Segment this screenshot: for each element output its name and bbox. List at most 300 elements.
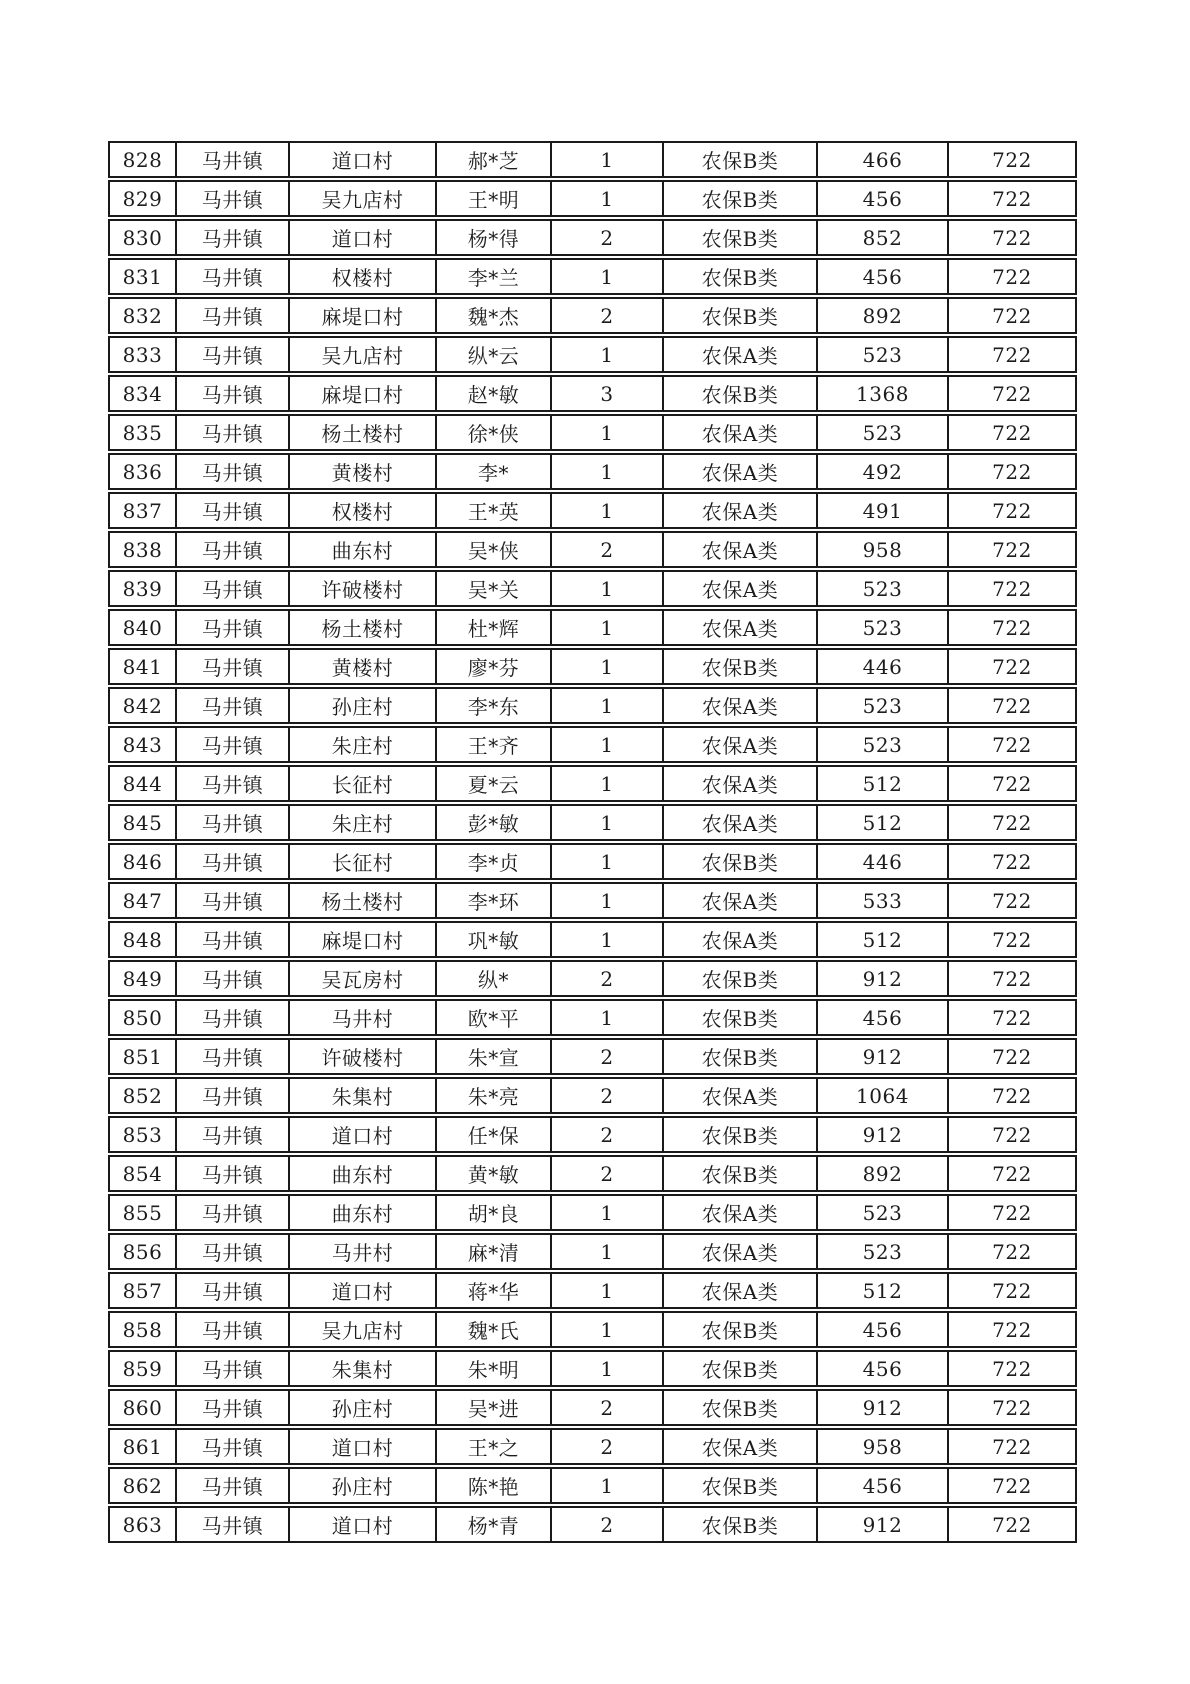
- cell-category: 农保A类: [664, 923, 818, 956]
- cell-index: 855: [110, 1196, 177, 1229]
- cell-amount: 446: [818, 650, 949, 683]
- cell-name: 杨*青: [437, 1508, 552, 1541]
- cell-fixed: 722: [992, 1395, 1032, 1420]
- cell-fixed: 722: [992, 576, 1032, 601]
- cell-fixed: 722: [992, 888, 1032, 913]
- table-row: [108, 882, 1077, 919]
- cell-category: 农保B类: [664, 1157, 818, 1190]
- cell-name: 李*: [437, 455, 552, 488]
- cell-index: 843: [110, 728, 177, 761]
- cell-town: 马井镇: [177, 689, 290, 722]
- cell-village: 黄楼村: [290, 650, 437, 683]
- cell-amount: 466: [818, 143, 949, 176]
- benefit-table: [108, 141, 1077, 1545]
- cell-count: 1: [552, 728, 664, 761]
- table-row: [108, 1116, 1077, 1153]
- cell-amount: 512: [818, 1274, 949, 1307]
- cell-amount: 456: [818, 1352, 949, 1385]
- cell-village: 杨土楼村: [290, 884, 437, 917]
- cell-fixed: 722: [992, 498, 1032, 523]
- cell-village: 麻堤口村: [290, 299, 437, 332]
- cell-index: 847: [110, 884, 177, 917]
- cell-category: 农保B类: [664, 1118, 818, 1151]
- cell-category: 农保B类: [664, 962, 818, 995]
- cell-town: 马井镇: [177, 1391, 290, 1424]
- cell-name: 王*英: [437, 494, 552, 527]
- cell-village: 吴九店村: [290, 338, 437, 371]
- cell-name: 李*东: [437, 689, 552, 722]
- table-row: [108, 258, 1077, 295]
- cell-village: 曲东村: [290, 1196, 437, 1229]
- cell-name: 胡*良: [437, 1196, 552, 1229]
- table-row: [108, 375, 1077, 412]
- cell-name: 王*明: [437, 182, 552, 215]
- cell-village: 道口村: [290, 1430, 437, 1463]
- cell-name: 郝*芝: [437, 143, 552, 176]
- cell-fixed: 722: [992, 420, 1032, 445]
- cell-name: 朱*明: [437, 1352, 552, 1385]
- table-row: [108, 570, 1077, 607]
- cell-name: 陈*艳: [437, 1469, 552, 1502]
- table-row: [108, 843, 1077, 880]
- cell-town: 马井镇: [177, 1352, 290, 1385]
- cell-village: 孙庄村: [290, 1469, 437, 1502]
- cell-category: 农保A类: [664, 728, 818, 761]
- table-row: [108, 492, 1077, 529]
- cell-fixed: 722: [992, 225, 1032, 250]
- cell-index: 828: [110, 143, 177, 176]
- table-row: [108, 687, 1077, 724]
- cell-category: 农保B类: [664, 377, 818, 410]
- cell-category: 农保A类: [664, 767, 818, 800]
- cell-amount: 456: [818, 1313, 949, 1346]
- table-row: [108, 1077, 1077, 1114]
- cell-category: 农保B类: [664, 1352, 818, 1385]
- cell-count: 1: [552, 845, 664, 878]
- cell-name: 廖*芬: [437, 650, 552, 683]
- cell-amount: 491: [818, 494, 949, 527]
- cell-amount: 892: [818, 299, 949, 332]
- cell-index: 851: [110, 1040, 177, 1073]
- cell-village: 权楼村: [290, 260, 437, 293]
- cell-index: 834: [110, 377, 177, 410]
- cell-index: 854: [110, 1157, 177, 1190]
- cell-amount: 512: [818, 806, 949, 839]
- cell-index: 846: [110, 845, 177, 878]
- cell-amount: 456: [818, 1469, 949, 1502]
- cell-name: 朱*亮: [437, 1079, 552, 1112]
- cell-count: 1: [552, 182, 664, 215]
- cell-count: 2: [552, 1430, 664, 1463]
- table-row: [108, 609, 1077, 646]
- cell-index: 831: [110, 260, 177, 293]
- cell-fixed: 722: [992, 303, 1032, 328]
- cell-village: 道口村: [290, 1274, 437, 1307]
- cell-amount: 958: [818, 1430, 949, 1463]
- cell-count: 2: [552, 1040, 664, 1073]
- cell-name: 蒋*华: [437, 1274, 552, 1307]
- cell-village: 麻堤口村: [290, 377, 437, 410]
- cell-town: 马井镇: [177, 1508, 290, 1541]
- cell-count: 2: [552, 299, 664, 332]
- cell-name: 吴*关: [437, 572, 552, 605]
- table-row: [108, 414, 1077, 451]
- cell-count: 1: [552, 1235, 664, 1268]
- cell-fixed: 722: [992, 966, 1032, 991]
- cell-count: 2: [552, 1508, 664, 1541]
- cell-name: 夏*云: [437, 767, 552, 800]
- cell-town: 马井镇: [177, 1313, 290, 1346]
- cell-index: 830: [110, 221, 177, 254]
- cell-name: 任*保: [437, 1118, 552, 1151]
- cell-town: 马井镇: [177, 1196, 290, 1229]
- cell-town: 马井镇: [177, 806, 290, 839]
- cell-amount: 1064: [818, 1079, 949, 1112]
- cell-name: 朱*宣: [437, 1040, 552, 1073]
- cell-amount: 523: [818, 338, 949, 371]
- cell-index: 858: [110, 1313, 177, 1346]
- cell-index: 850: [110, 1001, 177, 1034]
- cell-village: 朱庄村: [290, 806, 437, 839]
- table-row: [108, 1467, 1077, 1504]
- cell-category: 农保A类: [664, 1079, 818, 1112]
- cell-category: 农保B类: [664, 299, 818, 332]
- cell-count: 1: [552, 923, 664, 956]
- cell-fixed: 722: [992, 771, 1032, 796]
- cell-category: 农保A类: [664, 1274, 818, 1307]
- cell-amount: 523: [818, 728, 949, 761]
- cell-village: 道口村: [290, 1118, 437, 1151]
- cell-village: 吴瓦房村: [290, 962, 437, 995]
- cell-fixed: 722: [992, 1200, 1032, 1225]
- cell-town: 马井镇: [177, 416, 290, 449]
- table-row: [108, 1350, 1077, 1387]
- table-row: [108, 1038, 1077, 1075]
- cell-category: 农保A类: [664, 1196, 818, 1229]
- cell-index: 838: [110, 533, 177, 566]
- cell-count: 1: [552, 416, 664, 449]
- cell-village: 长征村: [290, 767, 437, 800]
- cell-count: 2: [552, 221, 664, 254]
- cell-index: 848: [110, 923, 177, 956]
- table-row: [108, 1272, 1077, 1309]
- cell-town: 马井镇: [177, 1079, 290, 1112]
- cell-fixed: 722: [992, 1434, 1032, 1459]
- cell-category: 农保A类: [664, 416, 818, 449]
- cell-count: 2: [552, 1157, 664, 1190]
- cell-village: 曲东村: [290, 533, 437, 566]
- cell-index: 863: [110, 1508, 177, 1541]
- cell-fixed: 722: [992, 1005, 1032, 1030]
- cell-category: 农保B类: [664, 260, 818, 293]
- cell-fixed: 722: [992, 1083, 1032, 1108]
- cell-village: 麻堤口村: [290, 923, 437, 956]
- cell-index: 849: [110, 962, 177, 995]
- cell-category: 农保B类: [664, 1040, 818, 1073]
- cell-village: 朱集村: [290, 1352, 437, 1385]
- cell-count: 1: [552, 806, 664, 839]
- cell-town: 马井镇: [177, 923, 290, 956]
- cell-count: 1: [552, 1001, 664, 1034]
- cell-category: 农保B类: [664, 845, 818, 878]
- table-row: [108, 804, 1077, 841]
- cell-village: 吴九店村: [290, 182, 437, 215]
- cell-index: 860: [110, 1391, 177, 1424]
- cell-index: 856: [110, 1235, 177, 1268]
- cell-name: 麻*清: [437, 1235, 552, 1268]
- cell-name: 欧*平: [437, 1001, 552, 1034]
- cell-fixed: 722: [992, 459, 1032, 484]
- cell-village: 曲东村: [290, 1157, 437, 1190]
- cell-index: 833: [110, 338, 177, 371]
- cell-category: 农保A类: [664, 533, 818, 566]
- cell-village: 道口村: [290, 1508, 437, 1541]
- cell-name: 魏*杰: [437, 299, 552, 332]
- cell-amount: 912: [818, 1391, 949, 1424]
- table-row: [108, 1428, 1077, 1465]
- cell-index: 862: [110, 1469, 177, 1502]
- cell-village: 朱庄村: [290, 728, 437, 761]
- cell-category: 农保B类: [664, 221, 818, 254]
- cell-category: 农保A类: [664, 455, 818, 488]
- cell-fixed: 722: [992, 1356, 1032, 1381]
- cell-category: 农保B类: [664, 143, 818, 176]
- table-row: [108, 765, 1077, 802]
- cell-index: 859: [110, 1352, 177, 1385]
- cell-town: 马井镇: [177, 572, 290, 605]
- cell-index: 861: [110, 1430, 177, 1463]
- cell-category: 农保A类: [664, 338, 818, 371]
- cell-amount: 456: [818, 260, 949, 293]
- cell-amount: 533: [818, 884, 949, 917]
- table-row: [108, 1233, 1077, 1270]
- table-row: [108, 999, 1077, 1036]
- cell-count: 1: [552, 455, 664, 488]
- cell-count: 1: [552, 689, 664, 722]
- cell-index: 835: [110, 416, 177, 449]
- cell-village: 朱集村: [290, 1079, 437, 1112]
- cell-category: 农保A类: [664, 494, 818, 527]
- cell-town: 马井镇: [177, 1157, 290, 1190]
- cell-town: 马井镇: [177, 1001, 290, 1034]
- cell-name: 黄*敏: [437, 1157, 552, 1190]
- cell-name: 杜*辉: [437, 611, 552, 644]
- cell-amount: 958: [818, 533, 949, 566]
- cell-amount: 512: [818, 923, 949, 956]
- cell-village: 许破楼村: [290, 1040, 437, 1073]
- cell-count: 1: [552, 572, 664, 605]
- cell-town: 马井镇: [177, 1430, 290, 1463]
- cell-index: 844: [110, 767, 177, 800]
- cell-amount: 492: [818, 455, 949, 488]
- cell-name: 王*之: [437, 1430, 552, 1463]
- cell-name: 彭*敏: [437, 806, 552, 839]
- cell-town: 马井镇: [177, 1469, 290, 1502]
- cell-town: 马井镇: [177, 299, 290, 332]
- cell-category: 农保B类: [664, 1313, 818, 1346]
- cell-name: 魏*氏: [437, 1313, 552, 1346]
- table-row: [108, 531, 1077, 568]
- cell-count: 1: [552, 1313, 664, 1346]
- cell-fixed: 722: [992, 1161, 1032, 1186]
- cell-count: 1: [552, 494, 664, 527]
- cell-category: 农保B类: [664, 182, 818, 215]
- table-row: [108, 960, 1077, 997]
- cell-category: 农保A类: [664, 572, 818, 605]
- cell-name: 李*兰: [437, 260, 552, 293]
- cell-village: 孙庄村: [290, 1391, 437, 1424]
- cell-town: 马井镇: [177, 260, 290, 293]
- cell-count: 1: [552, 650, 664, 683]
- cell-village: 黄楼村: [290, 455, 437, 488]
- cell-town: 马井镇: [177, 1118, 290, 1151]
- cell-town: 马井镇: [177, 377, 290, 410]
- cell-amount: 523: [818, 1235, 949, 1268]
- cell-town: 马井镇: [177, 1274, 290, 1307]
- cell-amount: 456: [818, 1001, 949, 1034]
- cell-amount: 523: [818, 611, 949, 644]
- cell-category: 农保B类: [664, 650, 818, 683]
- cell-town: 马井镇: [177, 728, 290, 761]
- cell-index: 832: [110, 299, 177, 332]
- cell-count: 1: [552, 338, 664, 371]
- cell-amount: 523: [818, 689, 949, 722]
- cell-name: 杨*得: [437, 221, 552, 254]
- cell-town: 马井镇: [177, 611, 290, 644]
- cell-amount: 523: [818, 572, 949, 605]
- cell-count: 2: [552, 1079, 664, 1112]
- cell-town: 马井镇: [177, 221, 290, 254]
- cell-fixed: 722: [992, 849, 1032, 874]
- table-row: [108, 1389, 1077, 1426]
- cell-fixed: 722: [992, 1512, 1032, 1537]
- cell-count: 1: [552, 767, 664, 800]
- cell-name: 吴*进: [437, 1391, 552, 1424]
- cell-count: 2: [552, 533, 664, 566]
- table-row: [108, 297, 1077, 334]
- cell-fixed: 722: [992, 693, 1032, 718]
- cell-count: 3: [552, 377, 664, 410]
- cell-town: 马井镇: [177, 455, 290, 488]
- table-row: [108, 1155, 1077, 1192]
- cell-fixed: 722: [992, 732, 1032, 757]
- cell-category: 农保B类: [664, 1469, 818, 1502]
- cell-index: 829: [110, 182, 177, 215]
- cell-category: 农保B类: [664, 1001, 818, 1034]
- cell-name: 吴*侠: [437, 533, 552, 566]
- cell-fixed: 722: [992, 1278, 1032, 1303]
- cell-amount: 912: [818, 962, 949, 995]
- table-row: [108, 648, 1077, 685]
- cell-index: 852: [110, 1079, 177, 1112]
- cell-name: 王*齐: [437, 728, 552, 761]
- cell-village: 杨土楼村: [290, 611, 437, 644]
- cell-name: 纵*: [437, 962, 552, 995]
- table-row: [108, 336, 1077, 373]
- cell-village: 马井村: [290, 1235, 437, 1268]
- cell-village: 杨土楼村: [290, 416, 437, 449]
- cell-index: 842: [110, 689, 177, 722]
- cell-town: 马井镇: [177, 338, 290, 371]
- cell-fixed: 722: [992, 810, 1032, 835]
- cell-fixed: 722: [992, 927, 1032, 952]
- table-row: [108, 921, 1077, 958]
- cell-count: 1: [552, 1196, 664, 1229]
- cell-amount: 523: [818, 1196, 949, 1229]
- cell-town: 马井镇: [177, 845, 290, 878]
- table-row: [108, 1506, 1077, 1543]
- cell-town: 马井镇: [177, 767, 290, 800]
- cell-name: 纵*云: [437, 338, 552, 371]
- cell-town: 马井镇: [177, 650, 290, 683]
- cell-category: 农保A类: [664, 884, 818, 917]
- cell-amount: 446: [818, 845, 949, 878]
- cell-index: 845: [110, 806, 177, 839]
- cell-amount: 523: [818, 416, 949, 449]
- cell-village: 马井村: [290, 1001, 437, 1034]
- cell-amount: 456: [818, 182, 949, 215]
- cell-amount: 912: [818, 1508, 949, 1541]
- cell-fixed: 722: [992, 654, 1032, 679]
- cell-fixed: 722: [992, 1473, 1032, 1498]
- cell-count: 2: [552, 1118, 664, 1151]
- cell-fixed: 722: [992, 1122, 1032, 1147]
- cell-fixed: 722: [992, 537, 1032, 562]
- cell-amount: 912: [818, 1118, 949, 1151]
- cell-town: 马井镇: [177, 884, 290, 917]
- cell-count: 1: [552, 611, 664, 644]
- table-row: [108, 141, 1077, 178]
- cell-amount: 512: [818, 767, 949, 800]
- cell-name: 李*贞: [437, 845, 552, 878]
- cell-name: 李*环: [437, 884, 552, 917]
- cell-fixed: 722: [992, 1239, 1032, 1264]
- cell-count: 1: [552, 1469, 664, 1502]
- cell-fixed: 722: [992, 1044, 1032, 1069]
- cell-amount: 912: [818, 1040, 949, 1073]
- cell-category: 农保B类: [664, 1508, 818, 1541]
- benefit-table-body: [108, 141, 1077, 1543]
- cell-category: 农保B类: [664, 1391, 818, 1424]
- cell-village: 长征村: [290, 845, 437, 878]
- cell-village: 许破楼村: [290, 572, 437, 605]
- cell-town: 马井镇: [177, 1040, 290, 1073]
- cell-amount: 892: [818, 1157, 949, 1190]
- cell-town: 马井镇: [177, 1235, 290, 1268]
- cell-name: 巩*敏: [437, 923, 552, 956]
- table-row: [108, 219, 1077, 256]
- cell-category: 农保A类: [664, 806, 818, 839]
- cell-index: 839: [110, 572, 177, 605]
- table-row: [108, 726, 1077, 763]
- cell-amount: 852: [818, 221, 949, 254]
- table-row: [108, 453, 1077, 490]
- cell-town: 马井镇: [177, 182, 290, 215]
- cell-count: 1: [552, 260, 664, 293]
- cell-count: 1: [552, 143, 664, 176]
- cell-index: 841: [110, 650, 177, 683]
- cell-fixed: 722: [992, 147, 1032, 172]
- cell-index: 836: [110, 455, 177, 488]
- cell-town: 马井镇: [177, 533, 290, 566]
- cell-town: 马井镇: [177, 494, 290, 527]
- cell-category: 农保A类: [664, 689, 818, 722]
- cell-fixed: 722: [992, 264, 1032, 289]
- cell-category: 农保A类: [664, 611, 818, 644]
- cell-village: 吴九店村: [290, 1313, 437, 1346]
- cell-name: 徐*侠: [437, 416, 552, 449]
- cell-index: 857: [110, 1274, 177, 1307]
